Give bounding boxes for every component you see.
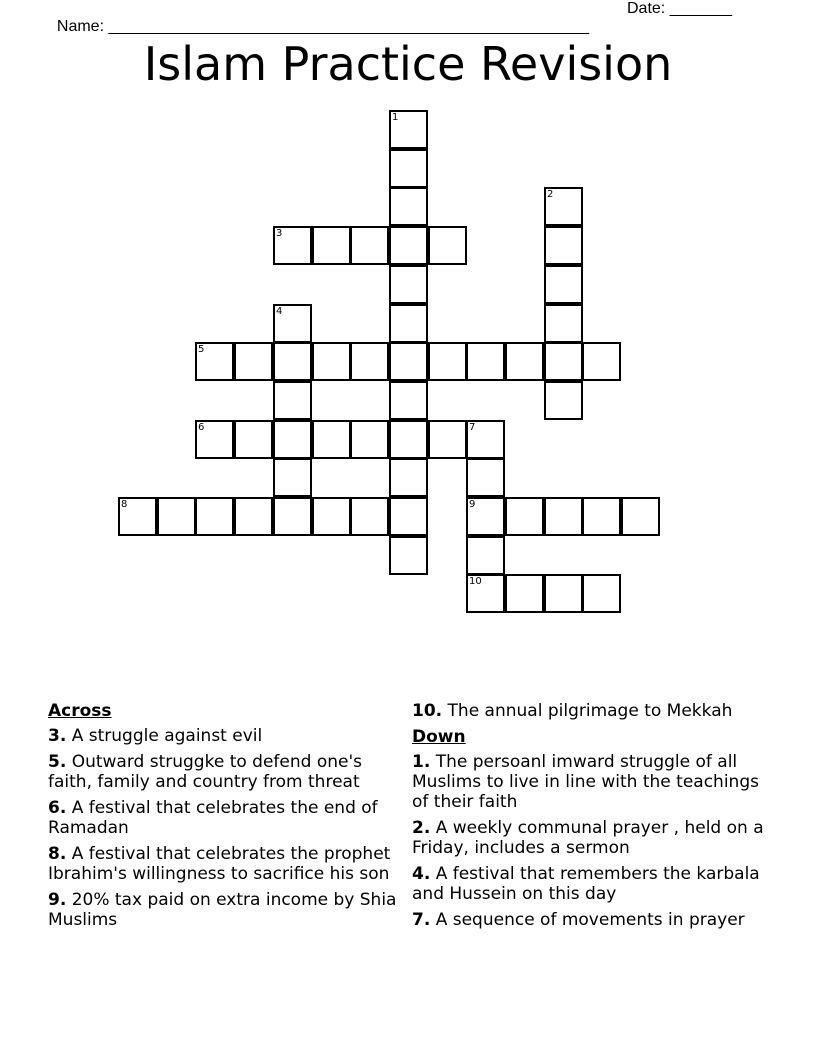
crossword-cell[interactable] — [195, 497, 234, 536]
crossword-cell[interactable] — [582, 342, 621, 381]
clue-text: A sequence of movements in prayer — [435, 910, 745, 930]
crossword-cell[interactable] — [389, 187, 428, 226]
crossword-cell[interactable] — [350, 226, 389, 265]
cell-number: 1 — [392, 112, 399, 123]
crossword-cell[interactable] — [544, 574, 583, 613]
crossword-cell[interactable] — [234, 497, 273, 536]
clue-number: 6. — [48, 798, 67, 818]
clue-column-right — [412, 701, 772, 936]
cell-number: 5 — [198, 344, 205, 355]
crossword-cell[interactable] — [389, 226, 428, 265]
crossword-cell[interactable] — [428, 420, 467, 459]
crossword-cell[interactable] — [544, 381, 583, 420]
crossword-cell[interactable] — [350, 420, 389, 459]
down-heading: Down — [412, 727, 466, 747]
across-clue — [48, 752, 398, 792]
crossword-cell[interactable] — [312, 420, 351, 459]
clue-text: A festival that celebrates the end of Ramadan — [48, 798, 378, 838]
crossword-cell[interactable] — [273, 458, 312, 497]
crossword-cell[interactable] — [389, 420, 428, 459]
crossword-cell[interactable] — [234, 342, 273, 381]
cell-number: 8 — [121, 499, 128, 510]
crossword-cell[interactable] — [544, 304, 583, 343]
crossword-cell[interactable] — [505, 342, 544, 381]
cell-number: 4 — [276, 306, 283, 317]
crossword-cell[interactable] — [273, 304, 312, 343]
crossword-cell[interactable] — [389, 536, 428, 575]
date-field[interactable]: Date: _______ — [627, 0, 732, 17]
crossword-cell[interactable] — [389, 265, 428, 304]
crossword-cell[interactable] — [273, 226, 312, 265]
crossword-cell[interactable] — [195, 420, 234, 459]
crossword-cell[interactable] — [466, 420, 505, 459]
crossword-cell[interactable] — [389, 497, 428, 536]
crossword-cell[interactable] — [389, 149, 428, 188]
crossword-cell[interactable] — [195, 342, 234, 381]
crossword-cell[interactable] — [466, 536, 505, 575]
cell-number: 10 — [469, 576, 482, 587]
clue-number: 2. — [412, 818, 431, 838]
crossword-cell[interactable] — [466, 458, 505, 497]
across-clue — [48, 890, 398, 930]
crossword-cell[interactable] — [273, 381, 312, 420]
down-clue — [412, 910, 772, 930]
crossword-cell[interactable] — [389, 110, 428, 149]
clue-text: 20% tax paid on extra income by Shia Muslims — [48, 890, 397, 930]
cell-number: 9 — [469, 499, 476, 510]
crossword-cell[interactable] — [234, 420, 273, 459]
clue-number: 7. — [412, 910, 431, 930]
clue-number: 5. — [48, 752, 67, 772]
crossword-cell[interactable] — [273, 497, 312, 536]
crossword-cell[interactable] — [544, 187, 583, 226]
crossword-cell[interactable] — [544, 226, 583, 265]
clue-text: A festival that celebrates the prophet Ibrahim's willingness to sacrifice his son — [48, 844, 391, 884]
crossword-cell[interactable] — [389, 458, 428, 497]
crossword-cell[interactable] — [544, 342, 583, 381]
across-clue — [48, 726, 398, 746]
clue-number: 8. — [48, 844, 67, 864]
crossword-cell[interactable] — [466, 342, 505, 381]
down-clue — [412, 752, 772, 812]
crossword-cell[interactable] — [544, 497, 583, 536]
clue-text: Outward struggke to defend one's faith, family and country from threat — [48, 752, 362, 792]
crossword-cell[interactable] — [582, 574, 621, 613]
clue-text: A struggle against evil — [71, 726, 263, 746]
clue-number: 10. — [412, 701, 443, 721]
clue-text: The annual pilgrimage to Mekkah — [447, 701, 733, 721]
clue-column-left — [48, 701, 398, 936]
crossword-cell[interactable] — [466, 497, 505, 536]
cell-number: 3 — [276, 228, 283, 239]
crossword-cell[interactable] — [505, 574, 544, 613]
crossword-cell[interactable] — [389, 381, 428, 420]
crossword-cell[interactable] — [312, 497, 351, 536]
crossword-cell[interactable] — [312, 226, 351, 265]
cell-number: 6 — [198, 422, 205, 433]
across-heading: Across — [48, 701, 112, 721]
crossword-cell[interactable] — [273, 420, 312, 459]
crossword-cell[interactable] — [582, 497, 621, 536]
crossword-cell[interactable] — [428, 226, 467, 265]
crossword-cell[interactable] — [118, 497, 157, 536]
across-clue — [48, 798, 398, 838]
crossword-cell[interactable] — [389, 304, 428, 343]
crossword-cell[interactable] — [350, 342, 389, 381]
cell-number: 2 — [547, 189, 554, 200]
crossword-cell[interactable] — [312, 342, 351, 381]
clue-number: 1. — [412, 752, 431, 772]
clue-number: 4. — [412, 864, 431, 884]
down-clue — [412, 818, 772, 858]
down-clue — [412, 864, 772, 904]
crossword-cell[interactable] — [350, 497, 389, 536]
crossword-cell[interactable] — [466, 574, 505, 613]
crossword-cell[interactable] — [273, 342, 312, 381]
clue-text: A festival that remembers the karbala and Hussein on this day — [412, 864, 760, 904]
crossword-cell[interactable] — [389, 342, 428, 381]
crossword-cell[interactable] — [544, 265, 583, 304]
crossword-cell[interactable] — [621, 497, 660, 536]
crossword-cell[interactable] — [157, 497, 196, 536]
across-clue — [412, 701, 772, 721]
crossword-cell[interactable] — [505, 497, 544, 536]
cell-number: 7 — [469, 422, 476, 433]
page-title: Islam Practice Revision — [143, 37, 673, 91]
crossword-cell[interactable] — [428, 342, 467, 381]
name-field[interactable]: Name: ______________________________________________________ — [56, 18, 589, 35]
clue-number: 9. — [48, 890, 67, 910]
clue-text: A weekly communal prayer , held on a Friday, includes a sermon — [412, 818, 764, 858]
clue-number: 3. — [48, 726, 67, 746]
clue-text: The persoanl imward struggle of all Muslims to live in line with the teachings of their faith — [412, 752, 759, 812]
across-clue — [48, 844, 398, 884]
